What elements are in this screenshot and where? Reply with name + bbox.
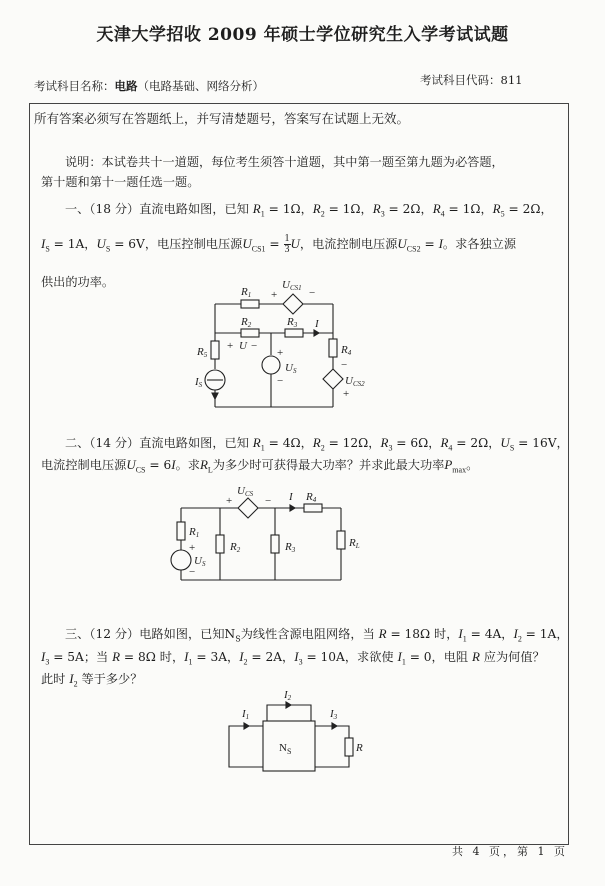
q2-line1: 二、（14 分）直流电路如图，已知 $R_1 = 4\Omega$，$R_2 = 12\Omega$，$R_3 = 6\Omega$，$R_4 = 2\Omega$，$U_S = 16V$， <box>65 435 569 453</box>
svg-text:I: I <box>289 491 293 503</box>
svg-text:+: + <box>227 340 234 352</box>
svg-text:+: + <box>226 495 233 507</box>
svg-text:R4: R4 <box>306 491 317 504</box>
svg-text:UCS2: UCS2 <box>345 375 365 388</box>
q1-line1: 一、（18 分）直流电路如图，已知 $R_1 = 1\Omega$，$R_2 = 1\Omega$，$R_3 = 2\Omega$，$R_4 = 1\Omega$，$R_5 = 2\Omega$， <box>65 201 553 219</box>
subject-detail: （电路基础、网络分析） <box>137 79 264 93</box>
svg-text:+: + <box>189 542 196 554</box>
exam-frame <box>29 103 569 845</box>
instructions-line2: 第十题和第十一题任选一题。 <box>41 175 200 189</box>
q1-line2: $I_S = 1A$，$U_S = 6V$，电压控制电压源$U_{CS1}$ = $\frac{1}{3}$ U，电流控制电压源$U_{CS2} = I$。求各独立源 <box>41 233 517 255</box>
svg-text:I3: I3 <box>330 708 338 721</box>
code-label: 考试科目代码： <box>420 73 501 87</box>
q2-line2: 电流控制电压源$U_{CS} = 6I$。求$R_L$为多少时可获得最大功率？并求此最大功率$P_{max}$。 <box>41 457 479 475</box>
svg-text:−: − <box>251 340 258 352</box>
svg-text:R3: R3 <box>285 541 296 554</box>
svg-text:US: US <box>194 555 206 568</box>
svg-text:R5: R5 <box>197 346 208 359</box>
q1-line3: 供出的功率。 <box>41 275 115 289</box>
svg-text:−: − <box>341 359 348 371</box>
subject-code <box>420 72 522 88</box>
svg-text:US: US <box>285 362 297 375</box>
code-value: 811 <box>500 73 523 87</box>
svg-text:R2: R2 <box>241 316 252 329</box>
svg-text:+: + <box>277 347 284 359</box>
svg-text:UCS1: UCS1 <box>282 279 302 292</box>
svg-text:NS: $N_S$ <box>279 742 292 756</box>
svg-text:U: U <box>239 340 247 352</box>
svg-text:R2: R2 <box>230 541 241 554</box>
page-footer: 共 4 页，第 1 页 <box>452 845 568 858</box>
svg-text:R1: R1 <box>241 286 252 299</box>
svg-text:+: + <box>343 388 350 400</box>
subject-name: 电路 <box>114 79 138 93</box>
svg-text:R: R <box>356 742 363 754</box>
notice: 所有答案必须写在答题纸上，并写清楚题号，答案写在试题上无效。 <box>34 111 410 126</box>
svg-text:−: − <box>309 287 316 299</box>
svg-text:UCS: UCS <box>237 485 254 498</box>
svg-text:R4: R4 <box>341 344 352 357</box>
svg-text:RL: RL <box>349 537 360 550</box>
svg-text:−: − <box>189 566 196 578</box>
svg-text:IS: IS <box>195 376 203 389</box>
svg-text:+: + <box>271 289 278 301</box>
svg-text:I: I <box>315 318 319 330</box>
q3-circuit-figure <box>30 104 570 846</box>
svg-text:−: − <box>277 375 284 387</box>
svg-text:I1: I1 <box>242 708 250 721</box>
q3-line3: 此时 $I_2$ 等于多少？ <box>41 671 143 689</box>
exam-title: 天津大学招收 2009 年硕士学位研究生入学考试试题 <box>96 25 509 45</box>
subject-line <box>34 78 264 94</box>
svg-text:R1: R1 <box>189 526 200 539</box>
svg-text:I2: I2 <box>284 689 292 702</box>
svg-text:−: − <box>265 495 272 507</box>
instructions-line1: 说明：本试卷共十一道题，每位考生须答十道题，其中第一题至第九题为必答题， <box>65 155 504 169</box>
svg-text:R3: R3 <box>287 316 298 329</box>
q3-line2: $I_3 = 5A$；当 R = 8Ω 时，$I_1 = 3A$，$I_2 = 2A$，$I_3 = 10A$，求欲使 $I_1 = 0$，电阻 R 应为何值？ <box>41 649 545 667</box>
q3-line1: 三、（12 分）电路如图，已知$N_S$为线性含源电阻网络，当 R = 18Ω 时，$I_1 = 4A$，$I_2 = 1A$， <box>65 626 569 644</box>
subject-label: 考试科目名称： <box>34 79 115 93</box>
